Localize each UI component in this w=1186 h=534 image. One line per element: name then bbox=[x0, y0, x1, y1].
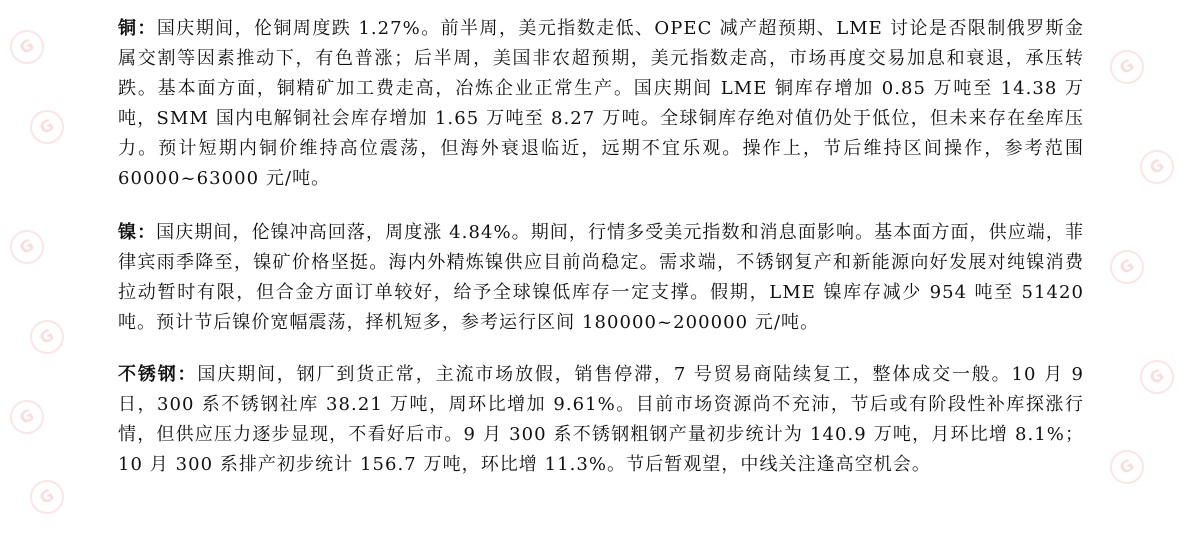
stainless-steel-text: 国庆期间，钢厂到货正常，主流市场放假，销售停滞，7 号贸易商陆续复工，整体成交一般。10 月 9 日，300 系不锈钢社库 38.21 万吨，周环比增加 9.61%。目前市场资源尚不充沛，节后或有阶段性补库探涨行情，但供应压力逐步显现，不看好后市。9 月 300 系不锈钢粗钢产量初步统计为 140.9 万吨，月环比增 8.1%；10 月 300 系排产初步统计 156.7 万吨，环比增 11.3%。节后暂观望，中线关注逢高空机会。 bbox=[118, 364, 1084, 475]
report-body bbox=[118, 14, 1084, 502]
watermark-icon: G bbox=[1104, 444, 1150, 490]
watermark-icon: G bbox=[1104, 244, 1150, 290]
stainless-steel-paragraph bbox=[118, 360, 1084, 480]
nickel-heading: 镍： bbox=[118, 222, 157, 243]
watermark-icon: G bbox=[1134, 354, 1180, 400]
watermark-icon: G bbox=[4, 394, 50, 440]
copper-heading: 铜： bbox=[118, 18, 157, 39]
watermark-icon: G bbox=[24, 104, 70, 150]
watermark-icon: G bbox=[4, 224, 50, 270]
watermark-icon: G bbox=[24, 314, 70, 360]
nickel-paragraph bbox=[118, 218, 1084, 338]
watermark-icon: G bbox=[1134, 144, 1180, 190]
watermark-icon: G bbox=[4, 24, 50, 70]
watermark-icon: G bbox=[1104, 44, 1150, 90]
copper-paragraph bbox=[118, 14, 1084, 194]
watermark-icon: G bbox=[24, 474, 70, 520]
nickel-text: 国庆期间，伦镍冲高回落，周度涨 4.84%。期间，行情多受美元指数和消息面影响。基本面方面，供应端，菲律宾雨季降至，镍矿价格坚挺。海内外精炼镍供应目前尚稳定。需求端，不锈钢复产和新能源向好发展对纯镍消费拉动暂时有限，但合金方面订单较好，给予全球镍低库存一定支撑。假期，LME 镍库存减少 954 吨至 51420 吨。预计节后镍价宽幅震荡，择机短多，参考运行区间 180000~200000 元/吨。 bbox=[118, 222, 1084, 333]
copper-text: 国庆期间，伦铜周度跌 1.27%。前半周，美元指数走低、OPEC 减产超预期、LME 讨论是否限制俄罗斯金属交割等因素推动下，有色普涨；后半周，美国非农超预期，美元指数走高，市场再度交易加息和衰退，承压转跌。基本面方面，铜精矿加工费走高，冶炼企业正常生产。国庆期间 LME 铜库存增加 0.85 万吨至 14.38 万吨，SMM 国内电解铜社会库存增加 1.65 万吨至 8.27 万吨。全球铜库存绝对值仍处于低位，但未来存在垒库压力。预计短期内铜价维持高位震荡，但海外衰退临近，远期不宜乐观。操作上，节后维持区间操作，参考范围 60000~63000 元/吨。 bbox=[118, 18, 1084, 189]
stainless-steel-heading: 不锈钢： bbox=[118, 364, 198, 385]
